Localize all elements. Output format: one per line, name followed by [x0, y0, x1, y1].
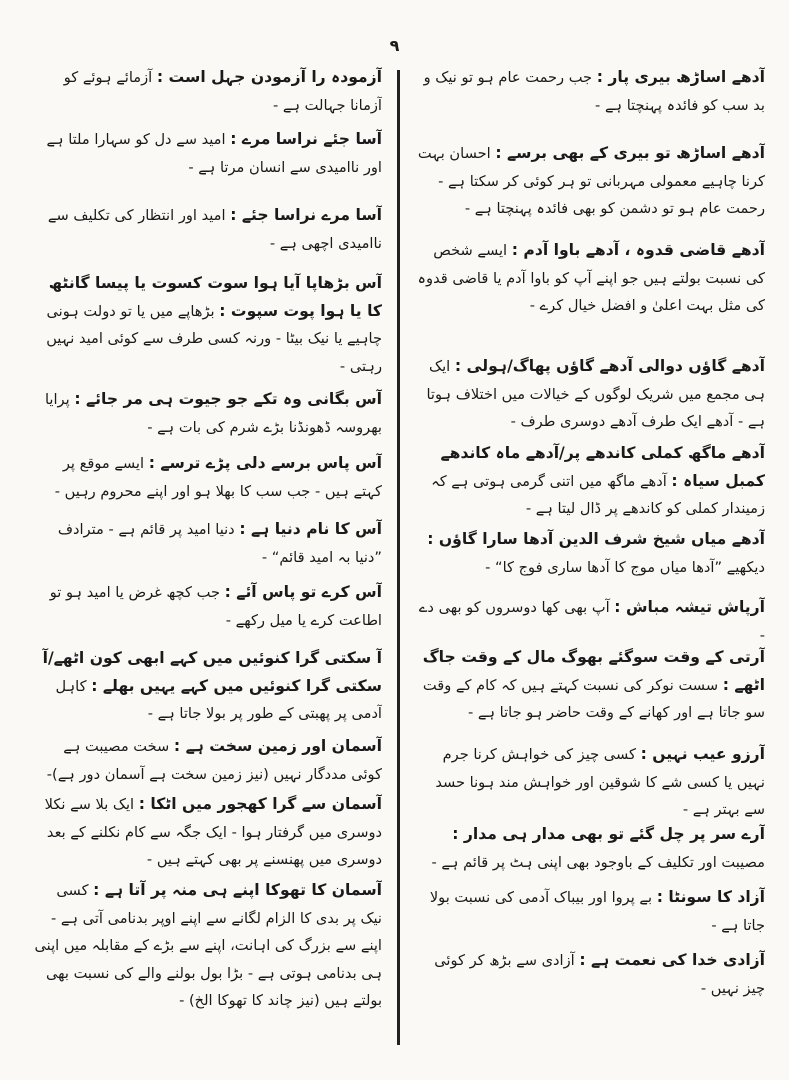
entry-headword: آسا جئے نراسا مرے :: [230, 130, 382, 148]
entry-headword: آزادی خدا کی نعمت ہے :: [579, 951, 765, 969]
entry-definition: دنیا امید پر قائم ہے - مترادف ”دنیا بہ امید قائم“ -: [57, 521, 382, 566]
entry: [415, 741, 765, 818]
entry-definition: کسی نیک پر بدی کا الزام لگانے سے اپنے اوپر بدنامی آتی ہے - اپنے سے بزرگ کی اہانت، اپنے سے بڑے کے مقابلہ میں اپنی ہی بدنامی ہوتی ہے - بڑا بول بولنے والے کی نسبت بھی بولتے ہیں (نیز چاند کا تھوکا الخ) -: [34, 882, 382, 1009]
entry: [415, 440, 765, 518]
entry-headword: آرتی کے وقت سوگئے بھوگ مال کے وقت جاگ اٹھے :: [422, 648, 765, 694]
entry-definition: امید اور انتظار کی تکلیف سے ناامیدی اچھی ہے -: [47, 207, 382, 252]
entry-definition: سخت مصیبت ہے کوئی مددگار نہیں (نیز زمین سخت ہے آسمان دور ہے)-: [46, 738, 382, 783]
entry: [32, 645, 382, 725]
entry: [32, 516, 382, 571]
entry-definition: کسی چیز کی خواہش کرنا جرم نہیں یا کسی شے کا شوقین اور خواہش مند ہونا حسد سے بہتر ہے -: [435, 746, 765, 818]
entry-headword: آدھے اساڑھ تو بیری کے بھی برسے :: [495, 144, 765, 162]
entry-headword: آس کرے تو پاس آئے :: [224, 583, 382, 601]
entry-headword: آسمان سے گرا کھجور میں اٹکا :: [138, 795, 382, 813]
entry: [415, 947, 765, 1002]
right-column: [415, 64, 765, 1064]
entry-definition: ایسے شخص کی نسبت بولتے ہیں جو اپنے آپ کو باوا آدم یا قاضی قدوہ کی مثل بہت اعلیٰ و افضل خیال کرے -: [417, 242, 765, 314]
entry-headword: آ سکتی گرا کنوئیں میں کہے ابھی کون اٹھے/آ سکتی گرا کنوئیں میں کہے یہیں بھلے :: [42, 649, 382, 695]
entry-headword: آدھے ماگھ کملی کاندھے پر/آدھے ماہ کاندھے کمبل سیاہ :: [440, 444, 765, 490]
entry: [415, 594, 765, 644]
entry-headword: آدھے گاؤں دوالی آدھے گاؤں پھاگ/ہولی :: [454, 357, 765, 375]
entry-headword: آرے سر پر چل گئے تو بھی مدار ہی مدار :: [452, 825, 765, 843]
left-column: [32, 64, 382, 1064]
entry: [32, 579, 382, 637]
entry: [32, 877, 382, 1047]
entry-definition: امید سے دل کو سہارا ملتا ہے اور ناامیدی سے انسان مرتا ہے -: [46, 131, 382, 176]
entry-headword: آرزو عیب نہیں :: [640, 745, 765, 763]
entry-definition: کاہل آدمی پر پھبتی کے طور پر بولا جاتا ہے -: [55, 677, 382, 722]
entry-definition: احسان بہت کرنا چاہیے معمولی مہربانی تو ہر کوئی کر سکتا ہے - رحمت عام ہو تو دشمن کو بھی فائدہ پہنچتا ہے -: [417, 145, 765, 217]
entry-definition: جب رحمت عام ہو تو نیک و بد سب کو فائدہ پہنچتا ہے -: [423, 69, 765, 114]
entry-definition: بے پروا اور بیباک آدمی کی نسبت بولا جاتا ہے -: [429, 889, 765, 934]
entry-headword: آس بگانی وہ تکے جو جیوت ہی مر جائے :: [74, 390, 382, 408]
entry: [415, 526, 765, 586]
entry: [32, 202, 382, 262]
entry-definition: پرایا بھروسہ ڈھونڈنا بڑے شرم کی بات ہے -: [44, 391, 382, 436]
entry-headword: آس کا نام دنیا ہے :: [239, 520, 382, 538]
page-number: ۹: [389, 36, 400, 55]
entry-definition: ایک ہی مجمع میں شریک لوگوں کے خیالات میں اختلاف ہوتا ہے - آدھے ایک طرف آدھے دوسری طرف -: [426, 358, 765, 430]
entry-headword: آرپاش تیشہ مباش :: [614, 598, 765, 616]
entry-headword: آس پاس برسے دلی پڑے ترسے :: [148, 454, 382, 472]
entry-definition: دیکھیے ”آدھا میاں موج کا آدھا ساری فوج کا“ -: [485, 558, 765, 576]
entry: [415, 237, 765, 345]
entry: [32, 126, 382, 194]
entry: [32, 386, 382, 442]
entry: [415, 140, 765, 229]
entry: [32, 791, 382, 869]
entry-definition: مصیبت اور تکلیف کے باوجود بھی اپنی ہٹ پر قائم ہے -: [431, 853, 765, 871]
entry-headword: آدھے میاں شیخ شرف الدین آدھا سارا گاؤں :: [427, 530, 765, 548]
entry: [32, 450, 382, 508]
entry-headword: آسا مرے نراسا جئے :: [230, 206, 382, 224]
entry: [415, 821, 765, 876]
entry-definition: آدھے ماگھ میں اتنی گرمی ہوتی ہے کہ زمیندار کملی کو کاندھے پر ڈال لیتا ہے -: [431, 472, 765, 517]
entry: [415, 353, 765, 432]
entry-definition: ایسے موقع پر کہتے ہیں - جب سب کا بھلا ہو اور اپنے محروم رہیں -: [54, 455, 382, 500]
entry: [32, 270, 382, 378]
column-divider: [397, 70, 400, 1045]
entry-headword: آسمان کا تھوکا اپنے ہی منہ پر آتا ہے :: [93, 881, 382, 899]
entry-headword: آدھے قاضی قدوہ ، آدھے باوا آدم :: [511, 241, 765, 259]
entry-definition: جب کچھ غرض یا امید ہو تو اطاعت کرے یا میل رکھے -: [49, 584, 382, 629]
entry-definition: سست نوکر کی نسبت کہتے ہیں کہ کام کے وقت سو جاتا ہے اور کھانے کے وقت حاضر ہو جاتا ہے -: [422, 676, 765, 721]
entry-definition: آزمائے ہوئے کو آزمانا جہالت ہے -: [63, 69, 382, 114]
entry: [415, 64, 765, 132]
entry: [32, 64, 382, 118]
entry: [415, 884, 765, 939]
entry-headword: آزاد کا سونٹا :: [656, 888, 765, 906]
entry-headword: آزمودہ را آزمودن جہل است :: [156, 68, 382, 86]
entry-definition: آپ بھی کھا دوسروں کو بھی دے -: [418, 599, 765, 644]
entry-headword: آسمان اور زمین سخت ہے :: [173, 737, 382, 755]
entry-headword: آس بڑھاپا آیا ہوا سوت کسوت یا پیسا گانٹھ کا یا ہوا پوت سپوت :: [48, 274, 382, 320]
entry-definition: بڑھاپے میں یا تو دولت ہونی چاہیے یا نیک بیٹا - ورنہ کسی طرف سے کوئی امید نہیں رہتی -: [46, 302, 382, 375]
entry: [32, 733, 382, 783]
entry: [415, 644, 765, 733]
entry-headword: آدھے اساڑھ بیری پار :: [596, 68, 765, 86]
entry-definition: آزادی سے بڑھ کر کوئی چیز نہیں -: [434, 952, 765, 997]
entry-definition: ایک بلا سے نکلا دوسری میں گرفتار ہوا - ایک جگہ سے کام نکلنے کے بعد دوسری میں پھنسنے پر بھی کہتے ہیں -: [44, 796, 382, 868]
